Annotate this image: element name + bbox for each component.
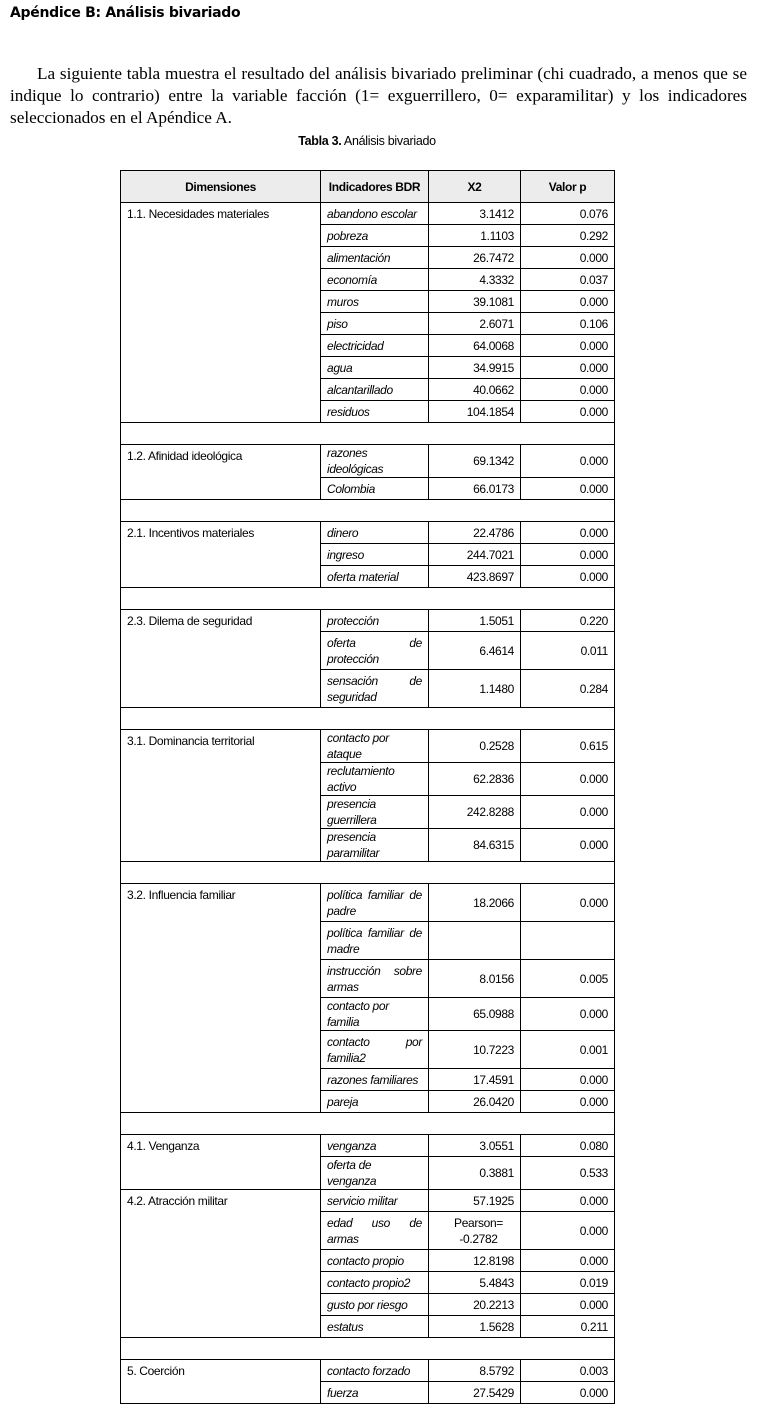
p-value-cell: 0.000: [521, 379, 615, 401]
indicator-cell: electricidad: [321, 335, 429, 357]
indicator-cell: sensación de seguridad: [321, 670, 429, 708]
p-value-cell: 0.000: [521, 247, 615, 269]
p-value-cell: 0.076: [521, 203, 615, 225]
x2-cell: 66.0173: [429, 478, 521, 500]
indicator-cell: contacto propio2: [321, 1272, 429, 1294]
x2-cell: 64.0068: [429, 335, 521, 357]
x2-cell: 8.0156: [429, 960, 521, 998]
x2-cell: 8.5792: [429, 1360, 521, 1382]
x2-cell: 244.7021: [429, 544, 521, 566]
spacer-cell: [121, 500, 615, 522]
x2-cell: 40.0662: [429, 379, 521, 401]
p-value-cell: 0.000: [521, 1190, 615, 1212]
x2-cell: 26.0420: [429, 1091, 521, 1113]
p-value-cell: [521, 922, 615, 960]
x2-cell: 27.5429: [429, 1382, 521, 1404]
table-row: [121, 522, 615, 544]
x2-cell: 104.1854: [429, 401, 521, 423]
indicator-cell: reclutamiento activo: [321, 763, 429, 796]
p-value-cell: 0.000: [521, 1212, 615, 1250]
caption-text: Análisis bivariado: [341, 134, 436, 148]
indicator-cell: presencia paramilitar: [321, 829, 429, 862]
spacer-row: [121, 588, 615, 610]
p-value-cell: 0.000: [521, 478, 615, 500]
indicator-cell: dinero: [321, 522, 429, 544]
p-value-cell: 0.292: [521, 225, 615, 247]
indicator-cell: Colombia: [321, 478, 429, 500]
p-value-cell: 0.000: [521, 796, 615, 829]
p-value-cell: 0.003: [521, 1360, 615, 1382]
table-row: [121, 884, 615, 922]
p-value-cell: 0.000: [521, 829, 615, 862]
indicator-cell: protección: [321, 610, 429, 632]
header-x2: X2: [429, 171, 521, 203]
indicator-cell: instrucción sobre armas: [321, 960, 429, 998]
dimension-cell: 1.1. Necesidades materiales: [121, 203, 321, 423]
p-value-cell: 0.000: [521, 566, 615, 588]
spacer-row: [121, 862, 615, 884]
x2-cell: 65.0988: [429, 998, 521, 1031]
x2-cell: 1.5628: [429, 1316, 521, 1338]
spacer-row: [121, 1113, 615, 1135]
p-value-cell: 0.220: [521, 610, 615, 632]
p-value-cell: 0.000: [521, 445, 615, 478]
p-value-cell: 0.000: [521, 1382, 615, 1404]
x2-cell: 6.4614: [429, 632, 521, 670]
appendix-heading: Apéndice B: Análisis bivariado: [10, 5, 241, 21]
indicator-cell: razones familiares: [321, 1069, 429, 1091]
indicator-cell: piso: [321, 313, 429, 335]
dimension-cell: 2.3. Dilema de seguridad: [121, 610, 321, 708]
indicator-cell: abandono escolar: [321, 203, 429, 225]
dimension-cell: 5. Coerción: [121, 1360, 321, 1404]
x2-cell: 57.1925: [429, 1190, 521, 1212]
indicator-cell: oferta de protección: [321, 632, 429, 670]
x2-cell: 84.6315: [429, 829, 521, 862]
indicator-cell: oferta material: [321, 566, 429, 588]
indicator-cell: contacto por familia: [321, 998, 429, 1031]
p-value-cell: 0.000: [521, 1294, 615, 1316]
x2-cell: [429, 922, 521, 960]
x2-cell: 423.8697: [429, 566, 521, 588]
x2-cell: 69.1342: [429, 445, 521, 478]
indicator-cell: contacto propio: [321, 1250, 429, 1272]
x2-cell: 3.1412: [429, 203, 521, 225]
indicator-cell: alcantarillado: [321, 379, 429, 401]
indicator-cell: razones ideológicas: [321, 445, 429, 478]
x2-cell: 22.4786: [429, 522, 521, 544]
x2-cell: 0.2528: [429, 730, 521, 763]
p-value-cell: 0.000: [521, 544, 615, 566]
x2-cell: 12.8198: [429, 1250, 521, 1272]
x2-cell: 4.3332: [429, 269, 521, 291]
indicator-cell: política familiar de padre: [321, 884, 429, 922]
indicator-cell: ingreso: [321, 544, 429, 566]
caption-label: Tabla 3.: [298, 134, 342, 148]
indicator-cell: residuos: [321, 401, 429, 423]
x2-cell: 1.1480: [429, 670, 521, 708]
spacer-row: [121, 500, 615, 522]
p-value-cell: 0.019: [521, 1272, 615, 1294]
header-valor-p: Valor p: [521, 171, 615, 203]
x2-cell: 26.7472: [429, 247, 521, 269]
p-value-cell: 0.000: [521, 998, 615, 1031]
table-row: [121, 445, 615, 478]
indicator-cell: pareja: [321, 1091, 429, 1113]
indicator-cell: contacto por ataque: [321, 730, 429, 763]
dimension-cell: 3.2. Influencia familiar: [121, 884, 321, 1113]
p-value-cell: 0.533: [521, 1157, 615, 1190]
table-body: [121, 203, 615, 1404]
spacer-cell: [121, 588, 615, 610]
indicator-cell: edad uso de armas: [321, 1212, 429, 1250]
indicator-cell: agua: [321, 357, 429, 379]
p-value-cell: 0.284: [521, 670, 615, 708]
p-value-cell: 0.000: [521, 763, 615, 796]
p-value-cell: 0.000: [521, 291, 615, 313]
table-row: [121, 1360, 615, 1382]
table-row: [121, 1135, 615, 1157]
x2-cell: 3.0551: [429, 1135, 521, 1157]
indicator-cell: presencia guerrillera: [321, 796, 429, 829]
bivariate-analysis-table: [120, 170, 615, 1404]
table-row: [121, 610, 615, 632]
indicator-cell: venganza: [321, 1135, 429, 1157]
indicator-cell: gusto por riesgo: [321, 1294, 429, 1316]
p-value-cell: 0.001: [521, 1031, 615, 1069]
x2-cell: 1.1103: [429, 225, 521, 247]
p-value-cell: 0.000: [521, 522, 615, 544]
p-value-cell: 0.211: [521, 1316, 615, 1338]
x2-cell: 0.3881: [429, 1157, 521, 1190]
p-value-cell: 0.000: [521, 1069, 615, 1091]
x2-cell: 1.5051: [429, 610, 521, 632]
p-value-cell: 0.000: [521, 357, 615, 379]
x2-cell: 242.8288: [429, 796, 521, 829]
dimension-cell: 1.2. Afinidad ideológica: [121, 445, 321, 500]
p-value-cell: 0.000: [521, 1091, 615, 1113]
spacer-cell: [121, 708, 615, 730]
p-value-cell: 0.037: [521, 269, 615, 291]
spacer-row: [121, 1338, 615, 1360]
spacer-cell: [121, 1338, 615, 1360]
x2-cell: 10.7223: [429, 1031, 521, 1069]
indicator-cell: oferta de venganza: [321, 1157, 429, 1190]
x2-cell: 17.4591: [429, 1069, 521, 1091]
table-row: [121, 730, 615, 763]
table-header-row: [121, 171, 615, 203]
indicator-cell: contacto por familia2: [321, 1031, 429, 1069]
intro-paragraph: La siguiente tabla muestra el resultado del análisis bivariado preliminar (chi cuadrado, a menos que se indique lo contrario) entre la variable facción (1= exguerrillero, 0= exparamilitar) y los indicadores seleccionados en el Apéndice A.: [10, 64, 747, 128]
p-value-cell: 0.011: [521, 632, 615, 670]
p-value-cell: 0.615: [521, 730, 615, 763]
dimension-cell: 4.2. Atracción militar: [121, 1190, 321, 1338]
indicator-cell: política familiar de madre: [321, 922, 429, 960]
header-indicadores: Indicadores BDR: [321, 171, 429, 203]
dimension-cell: 3.1. Dominancia territorial: [121, 730, 321, 862]
header-dimensiones: Dimensiones: [121, 171, 321, 203]
x2-cell: 34.9915: [429, 357, 521, 379]
p-value-cell: 0.000: [521, 884, 615, 922]
dimension-cell: 4.1. Venganza: [121, 1135, 321, 1190]
spacer-row: [121, 708, 615, 730]
spacer-cell: [121, 1113, 615, 1135]
p-value-cell: 0.000: [521, 1250, 615, 1272]
indicator-cell: alimentación: [321, 247, 429, 269]
indicator-cell: estatus: [321, 1316, 429, 1338]
indicator-cell: contacto forzado: [321, 1360, 429, 1382]
indicator-cell: muros: [321, 291, 429, 313]
table-row: [121, 1190, 615, 1212]
spacer-cell: [121, 423, 615, 445]
x2-cell: 5.4843: [429, 1272, 521, 1294]
spacer-cell: [121, 862, 615, 884]
p-value-cell: 0.000: [521, 401, 615, 423]
x2-cell: 18.2066: [429, 884, 521, 922]
indicator-cell: pobreza: [321, 225, 429, 247]
x2-cell: 2.6071: [429, 313, 521, 335]
p-value-cell: 0.106: [521, 313, 615, 335]
p-value-cell: 0.000: [521, 335, 615, 357]
spacer-row: [121, 423, 615, 445]
indicator-cell: economía: [321, 269, 429, 291]
table-row: [121, 203, 615, 225]
indicator-cell: servicio militar: [321, 1190, 429, 1212]
indicator-cell: fuerza: [321, 1382, 429, 1404]
p-value-cell: 0.080: [521, 1135, 615, 1157]
x2-cell: 62.2836: [429, 763, 521, 796]
x2-cell: 20.2213: [429, 1294, 521, 1316]
p-value-cell: 0.005: [521, 960, 615, 998]
x2-cell: Pearson= -0.2782: [429, 1212, 521, 1250]
table-caption: [0, 134, 734, 148]
x2-cell: 39.1081: [429, 291, 521, 313]
dimension-cell: 2.1. Incentivos materiales: [121, 522, 321, 588]
